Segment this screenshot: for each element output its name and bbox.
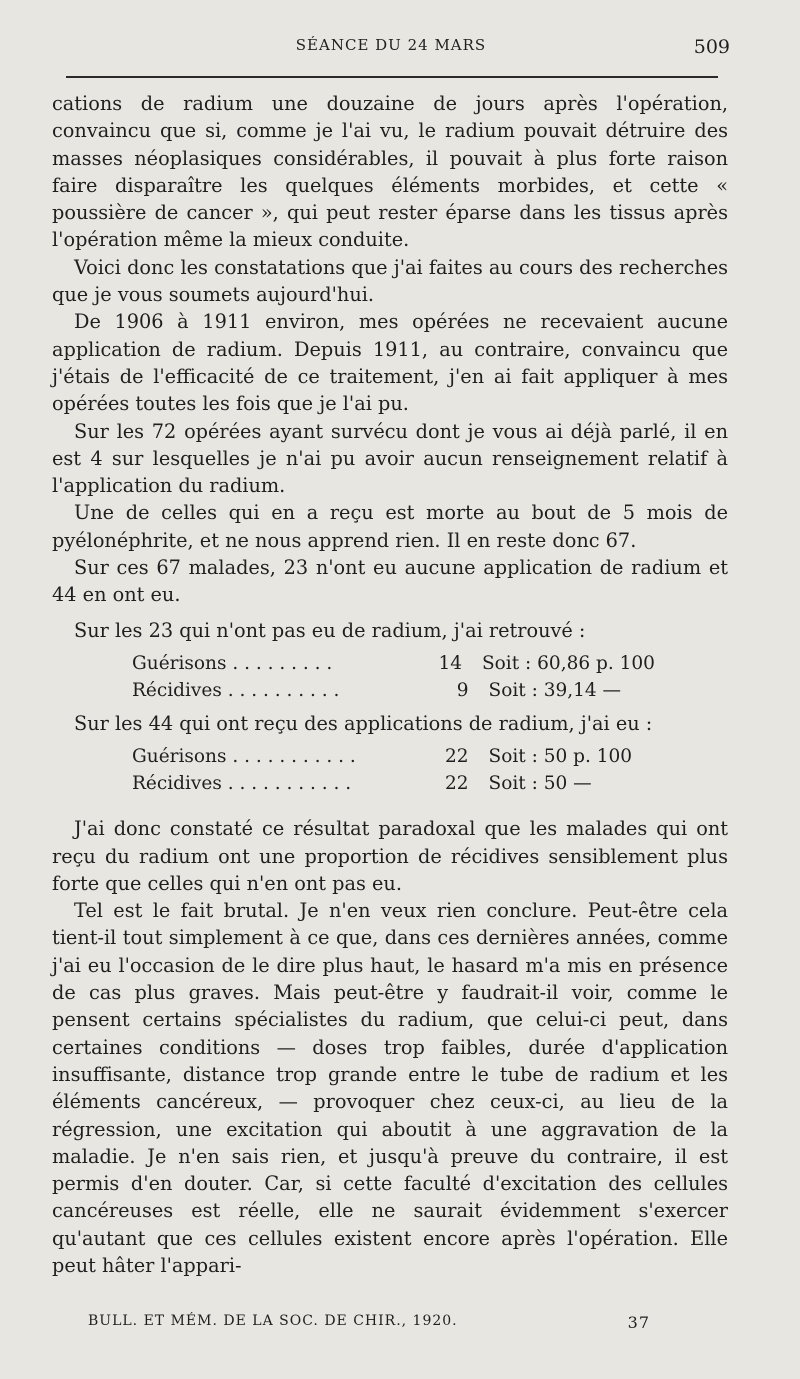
row-label: Récidives . . . . . . . . . . . bbox=[132, 773, 352, 795]
page-number: 509 bbox=[693, 36, 730, 58]
paragraph: J'ai donc constaté ce résultat paradoxal que les malades qui ont reçu du radium ont une proportion de récidives sensiblement plus forte que celles qui n'en ont pas eu. bbox=[52, 817, 728, 895]
row-label: Guérisons . . . . . . . . . bbox=[132, 652, 333, 674]
group-intro-radium: Sur les 44 qui ont reçu des applications de radium, j'ai eu : bbox=[74, 711, 653, 735]
results-table-no-radium bbox=[132, 650, 655, 704]
row-label: Guérisons . . . . . . . . . . . bbox=[132, 746, 356, 768]
paragraph: cations de radium une douzaine de jours après l'opération, convaincu que si, comme je l'ai vu, le radium pouvait détruire des masses néoplasiques considérables, il pouvait à plus forte raison faire disparaître les quelques éléments morbides, et cette « poussière de cancer », qui peut rester éparse dans les tissus après l'opération même la mieux conduite. bbox=[52, 92, 728, 252]
header-rule bbox=[66, 76, 718, 78]
table-row bbox=[132, 677, 652, 704]
table-row bbox=[132, 743, 652, 770]
row-count: 9 bbox=[456, 679, 469, 701]
results-table-radium bbox=[132, 743, 652, 797]
row-percentage: Soit : 50 p. 100 bbox=[488, 746, 633, 768]
table-row bbox=[132, 650, 655, 677]
paragraph: De 1906 à 1911 environ, mes opérées ne recevaient aucune application de radium. Depuis 1911, au contraire, convaincu que j'étais de l'efficacité de ce traitement, j'en ai fait appliquer à mes opérées toutes les fois que je l'ai pu. bbox=[52, 310, 728, 416]
paragraph: Voici donc les constatations que j'ai faites au cours des recherches que je vous soumets aujourd'hui. bbox=[52, 255, 728, 307]
spacer bbox=[52, 609, 728, 617]
group-intro-no-radium: Sur les 23 qui n'ont pas eu de radium, j'ai retrouvé : bbox=[74, 618, 586, 642]
signature-mark: 37 bbox=[627, 1313, 650, 1332]
row-count: 22 bbox=[445, 746, 469, 768]
paragraph: Une de celles qui en a reçu est morte au bout de 5 mois de pyélonéphrite, et ne nous apprend rien. Il en reste donc 67. bbox=[52, 501, 728, 552]
header-title: SÉANCE DU 24 MARS bbox=[295, 36, 487, 54]
paragraph: Sur les 72 opérées ayant survécu dont je vous ai déjà parlé, il en est 4 sur lesquelles je n'ai pu avoir aucun renseignement relatif à l'application du radium. bbox=[52, 419, 728, 498]
row-percentage: Soit : 39,14 — bbox=[488, 679, 622, 701]
row-percentage: Soit : 60,86 p. 100 bbox=[482, 652, 655, 674]
paragraph: Sur ces 67 malades, 23 n'ont eu aucune application de radium et 44 en ont eu. bbox=[52, 556, 728, 607]
running-header bbox=[52, 36, 730, 64]
table-row bbox=[132, 770, 652, 797]
spacer bbox=[52, 803, 728, 815]
row-count: 22 bbox=[445, 773, 469, 795]
journal-reference: BULL. ET MÉM. DE LA SOC. DE CHIR., 1920. bbox=[88, 1313, 458, 1329]
paragraph: Tel est le fait brutal. Je n'en veux rien conclure. Peut-être cela tient-il tout simplement à ce que, dans ces dernières années, comme j'ai eu l'occasion de le dire plus haut, le hasard m'a mis en présence de cas plus graves. Mais peut-être y faudrait-il voir, comme le pensent certains spécialistes du radium, que celui-ci peut, dans certaines conditions — doses trop faibles, durée d'application insuffisante, distance trop grande entre le tube de radium et les éléments cancéreux, — provoquer chez ceux-ci, au lieu de la régression, une excitation qui aboutit à une aggravation de la maladie. Je n'en sais rien, et jusqu'à preuve du contraire, il est permis d'en douter. Car, si cette faculté d'excitation des cellules cancéreuses est réelle, elle ne saurait évidemment s'exercer qu'autant que ces cellules existent encore après l'opération. Elle peut hâter l'appari- bbox=[52, 899, 728, 1277]
row-percentage: Soit : 50 — bbox=[488, 773, 592, 795]
row-count: 14 bbox=[438, 652, 462, 674]
body-text bbox=[52, 90, 728, 1279]
row-label: Récidives . . . . . . . . . . bbox=[132, 679, 340, 701]
